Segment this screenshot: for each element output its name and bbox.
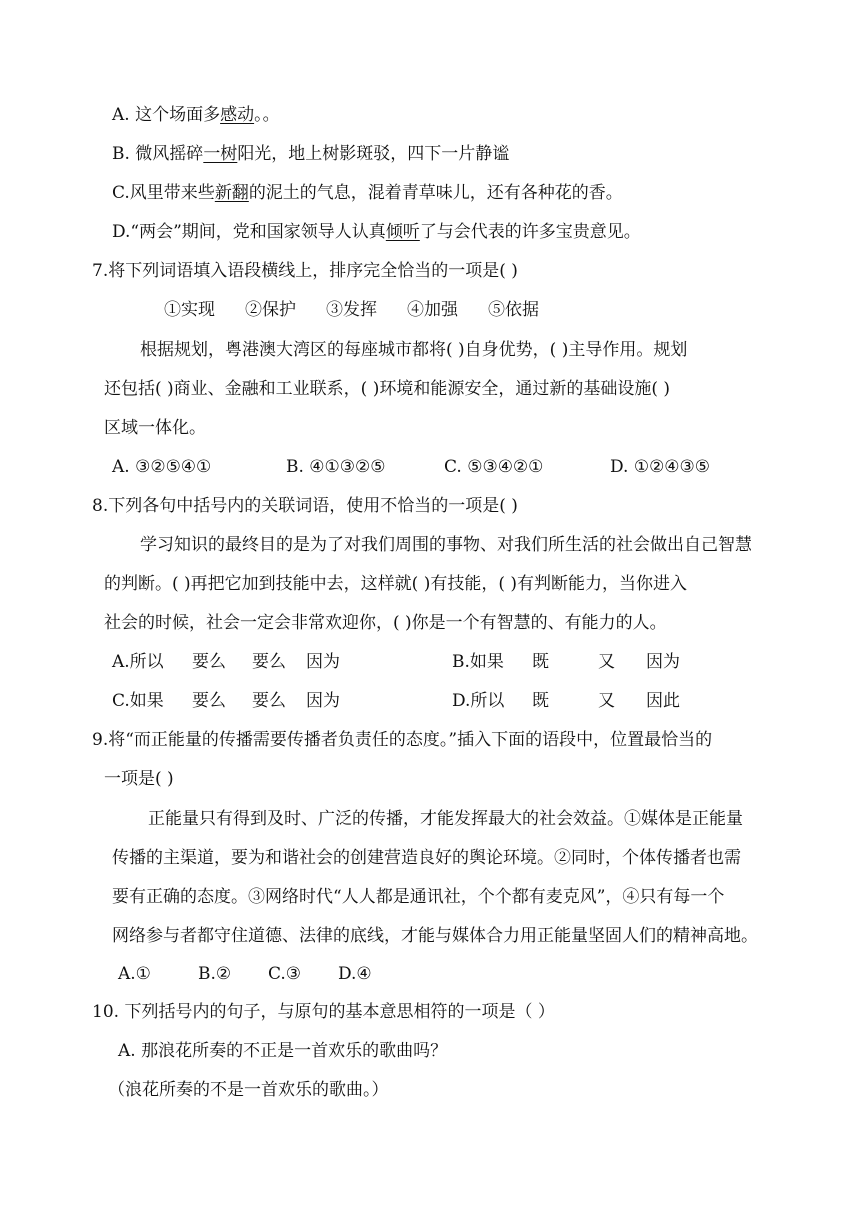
q10-stem: 10. 下列括号内的句子，与原句的基本意思相符的一项是（ ） (92, 1002, 555, 1022)
q6-d-tail: 了与会代表的许多宝贵意见。 (419, 222, 641, 242)
q8-options-row (0, 650, 860, 674)
q8-option-b-3: 又 (598, 652, 615, 672)
q8-option-d-4: 因此 (646, 691, 680, 711)
q8-options-row (0, 689, 860, 713)
q8-option-b-2: 既 (532, 652, 549, 672)
q7-option-a: A. ③②⑤④① (112, 457, 212, 477)
q8-option-c-4: 因为 (306, 691, 340, 711)
q8-paragraph-line: 社会的时候，社会一定会非常欢迎你，( )你是一个有智慧的、有能力的人。 (104, 613, 667, 633)
q8-option-d-1: D.所以 (452, 691, 505, 711)
q6-option-b (112, 142, 509, 166)
q9-option-a: A.① (118, 964, 151, 984)
q8-option-a-1: A.所以 (112, 652, 164, 672)
q9-option-c: C.③ (268, 964, 302, 984)
q6-a-tail: 。。 (254, 105, 280, 125)
q7-word-list (164, 298, 569, 322)
q9-paragraph-line: 传播的主渠道，要为和谐社会的创建营造良好的舆论环境。②同时，个体传播者也需 (112, 848, 741, 868)
q8-option-b-1: B.如果 (452, 652, 504, 672)
q7-paragraph-line: 还包括( )商业、金融和工业联系，( )环境和能源安全，通过新的基础设施( ) (104, 379, 671, 399)
q8-option-c-2: 要么 (192, 691, 226, 711)
q9-option-b: B.② (198, 964, 232, 984)
q8-option-a-3: 要么 (252, 652, 286, 672)
q9-options (0, 962, 860, 986)
q6-c-tail: 的泥土的气息，混着青草味儿，还有各种花的香。 (248, 183, 623, 203)
q7-word: ①实现 (164, 300, 215, 320)
q8-stem: 8.下列各句中括号内的关联词语，使用不恰当的一项是( ) (92, 496, 518, 516)
q6-b-text: B. 微风摇碎 (112, 144, 204, 164)
q7-word: ②保护 (245, 300, 296, 320)
q8-option-b-4: 因为 (646, 652, 680, 672)
q6-option-d (112, 220, 641, 244)
q8-option-a-2: 要么 (192, 652, 226, 672)
q7-option-d: D. ①②④③⑤ (610, 457, 711, 477)
q7-paragraph-line: 根据规划，粤港澳大湾区的每座城市都将( )自身优势，( )主导作用。规划 (140, 340, 688, 360)
q9-paragraph-line: 要有正确的态度。③网络时代“人人都是通讯社，个个都有麦克风”，④只有每一个 (112, 887, 725, 907)
q8-option-d-2: 既 (532, 691, 549, 711)
q9-stem-continued: 一项是( ) (104, 769, 174, 789)
q7-option-c: C. ⑤③④②① (444, 457, 544, 477)
q7-word: ⑤依据 (488, 300, 539, 320)
q8-paragraph-line: 的判断。( )再把它加到技能中去，这样就( )有技能，( )有判断能力，当你进入 (104, 574, 688, 594)
q6-c-text: C.风里带来些 (112, 183, 215, 203)
q9-paragraph-line: 网络参与者都守住道德、法律的底线，才能与媒体合力用正能量坚固人们的精神高地。 (112, 926, 758, 946)
q6-a-text: A. 这个场面多 (112, 105, 221, 125)
q7-word: ③发挥 (326, 300, 377, 320)
q6-option-a (112, 103, 280, 127)
q7-option-b: B. ④①③②⑤ (286, 457, 386, 477)
q9-paragraph-line: 正能量只有得到及时、广泛的传播，才能发挥最大的社会效益。①媒体是正能量 (148, 809, 743, 829)
q10-option-a: A. 那浪花所奏的不正是一首欢乐的歌曲吗？ (118, 1041, 448, 1061)
q6-a-underlined: 感动 (220, 105, 255, 125)
q9-stem: 9.将“而正能量的传播需要传播者负责任的态度。”插入下面的语段中，位置最恰当的 (92, 730, 713, 750)
q6-d-text: D.“两会”期间，党和国家领导人认真 (112, 222, 386, 242)
q7-word: ④加强 (407, 300, 458, 320)
q8-option-c-3: 要么 (252, 691, 286, 711)
q6-c-underlined: 新翻 (214, 183, 249, 203)
q7-stem: 7.将下列词语填入语段横线上，排序完全恰当的一项是( ) (92, 261, 518, 281)
q8-option-d-3: 又 (598, 691, 615, 711)
q6-b-underlined: 一树 (203, 144, 238, 164)
q6-option-c (112, 181, 623, 205)
q9-option-d: D.④ (338, 964, 372, 984)
q10-option-a-paraphrase: （浪花所奏的不是一首欢乐的歌曲。） (108, 1080, 389, 1100)
q7-paragraph-line: 区域一体化。 (104, 418, 206, 438)
q6-d-underlined: 倾听 (385, 222, 420, 242)
q6-b-tail: 阳光，地上树影斑驳，四下一片静谧 (237, 144, 510, 164)
q7-options (0, 455, 860, 479)
q8-option-a-4: 因为 (306, 652, 340, 672)
q8-option-c-1: C.如果 (112, 691, 164, 711)
q8-paragraph-line: 学习知识的最终目的是为了对我们周围的事物、对我们所生活的社会做出自己智慧 (140, 535, 752, 555)
